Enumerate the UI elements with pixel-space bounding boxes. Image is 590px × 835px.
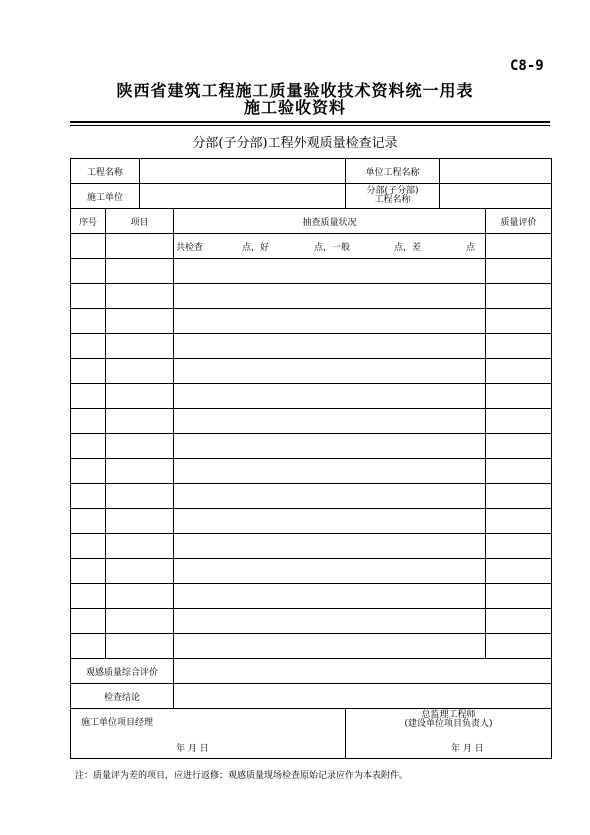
summary-total-label: 共检查 <box>176 242 204 253</box>
table-cell[interactable] <box>106 434 174 459</box>
col-header-item: 项目 <box>106 209 174 234</box>
construction-unit-value[interactable] <box>140 184 346 209</box>
footnote: 注：质量评为差的项目，应进行返修；观感质量现场检查原始记录应作为本表附件。 <box>75 771 409 781</box>
table-row <box>71 534 552 559</box>
table-cell[interactable] <box>106 309 174 334</box>
supervisor-signature-cell[interactable] <box>346 709 552 759</box>
table-cell[interactable] <box>71 409 106 434</box>
table-cell[interactable] <box>486 559 552 584</box>
project-manager-label: 施工单位项目经理 <box>81 718 154 728</box>
table-row <box>71 384 552 409</box>
table-cell[interactable] <box>71 384 106 409</box>
contractor-signature-cell[interactable] <box>71 709 346 759</box>
table-cell[interactable] <box>486 309 552 334</box>
table-row <box>71 634 552 659</box>
table-cell[interactable] <box>174 609 486 634</box>
table-row <box>71 584 552 609</box>
table-cell[interactable] <box>71 259 106 284</box>
table-row <box>71 359 552 384</box>
table-cell[interactable] <box>106 609 174 634</box>
inspection-form-table <box>70 158 552 759</box>
table-cell[interactable] <box>174 534 486 559</box>
unit-project-name-label: 单位工程名称 <box>346 159 440 184</box>
table-cell[interactable] <box>106 284 174 309</box>
col-header-rating: 质量评价 <box>486 209 552 234</box>
supervisor-label <box>346 711 551 729</box>
table-cell[interactable] <box>486 234 552 259</box>
table-cell[interactable] <box>174 409 486 434</box>
col-header-seq: 序号 <box>71 209 106 234</box>
table-cell[interactable] <box>486 384 552 409</box>
supervisor-label-line2: (建设单位项目负责人) <box>404 719 493 729</box>
table-cell[interactable] <box>174 284 486 309</box>
supervisor-label-line1: 总监理工程师 <box>421 710 476 720</box>
table-cell[interactable] <box>71 334 106 359</box>
table-row <box>71 509 552 534</box>
construction-unit-label: 施工单位 <box>71 184 140 209</box>
table-cell[interactable] <box>174 384 486 409</box>
overall-quality-value[interactable] <box>174 659 552 684</box>
table-cell[interactable] <box>486 609 552 634</box>
form-subtitle: 分部(子分部)工程外观质量检查记录 <box>192 136 398 151</box>
table-cell[interactable] <box>174 309 486 334</box>
table-cell[interactable] <box>106 334 174 359</box>
table-cell[interactable] <box>486 634 552 659</box>
document-code: C8-9 <box>510 58 544 74</box>
table-cell[interactable] <box>106 234 174 259</box>
date-right: 年 月 日 <box>451 744 484 754</box>
table-cell[interactable] <box>174 509 486 534</box>
summary-average-label: 点，一般 <box>314 242 351 253</box>
table-row <box>71 484 552 509</box>
table-row <box>71 609 552 634</box>
table-cell[interactable] <box>486 284 552 309</box>
table-cell[interactable] <box>486 484 552 509</box>
table-row <box>71 409 552 434</box>
table-cell[interactable] <box>106 534 174 559</box>
subdivision-name-value[interactable] <box>440 184 552 209</box>
table-cell[interactable] <box>174 334 486 359</box>
table-cell[interactable] <box>174 259 486 284</box>
table-cell[interactable] <box>106 509 174 534</box>
document-title-sub: 施工验收资料 <box>243 98 346 117</box>
table-row <box>71 459 552 484</box>
table-cell[interactable] <box>486 359 552 384</box>
table-cell[interactable] <box>71 434 106 459</box>
table-cell[interactable] <box>486 584 552 609</box>
summary-good-label: 点，好 <box>242 242 270 253</box>
table-cell[interactable] <box>71 634 106 659</box>
table-cell[interactable] <box>106 259 174 284</box>
summary-poor-label: 点，差 <box>394 242 422 253</box>
table-cell[interactable] <box>106 559 174 584</box>
table-cell[interactable] <box>486 509 552 534</box>
table-cell[interactable] <box>71 584 106 609</box>
table-cell[interactable] <box>71 484 106 509</box>
summary-row <box>71 234 552 259</box>
table-cell[interactable] <box>71 234 106 259</box>
table-cell[interactable] <box>106 459 174 484</box>
table-cell[interactable] <box>71 359 106 384</box>
subdivision-label-line1: 分部(子分部) <box>366 186 419 196</box>
table-row <box>71 259 552 284</box>
table-cell[interactable] <box>106 359 174 384</box>
table-cell[interactable] <box>71 284 106 309</box>
table-cell[interactable] <box>486 534 552 559</box>
title-divider-thick <box>70 121 550 123</box>
table-cell[interactable] <box>106 634 174 659</box>
col-header-status: 抽查质量状况 <box>174 209 486 234</box>
table-cell[interactable] <box>486 334 552 359</box>
table-cell[interactable] <box>71 309 106 334</box>
document-title: 陕西省建筑工程施工质量验收技术资料统一用表 <box>116 81 474 100</box>
table-cell[interactable] <box>106 484 174 509</box>
table-row <box>71 434 552 459</box>
table-cell[interactable] <box>174 459 486 484</box>
inspection-summary[interactable] <box>174 234 486 259</box>
table-row <box>71 334 552 359</box>
table-cell[interactable] <box>71 609 106 634</box>
conclusion-label: 检查结论 <box>71 684 174 709</box>
table-cell[interactable] <box>174 434 486 459</box>
date-left: 年 月 日 <box>176 744 209 754</box>
unit-project-name-value[interactable] <box>440 159 552 184</box>
table-row <box>71 284 552 309</box>
title-divider-thin <box>70 125 550 126</box>
table-cell[interactable] <box>486 259 552 284</box>
table-cell[interactable] <box>174 634 486 659</box>
table-cell[interactable] <box>174 359 486 384</box>
table-cell[interactable] <box>486 434 552 459</box>
table-cell[interactable] <box>486 459 552 484</box>
table-cell[interactable] <box>71 534 106 559</box>
table-cell[interactable] <box>174 584 486 609</box>
subdivision-label-line2: 工程名称 <box>374 195 411 205</box>
table-row <box>71 559 552 584</box>
table-cell[interactable] <box>106 384 174 409</box>
table-cell[interactable] <box>486 409 552 434</box>
table-cell[interactable] <box>71 509 106 534</box>
table-cell[interactable] <box>174 559 486 584</box>
table-cell[interactable] <box>174 484 486 509</box>
project-name-label: 工程名称 <box>71 159 140 184</box>
table-cell[interactable] <box>71 559 106 584</box>
summary-end-label: 点 <box>466 242 476 253</box>
subdivision-name-label <box>346 184 440 209</box>
overall-quality-label: 观感质量综合评价 <box>71 659 174 684</box>
table-row <box>71 309 552 334</box>
table-cell[interactable] <box>71 459 106 484</box>
table-cell[interactable] <box>106 409 174 434</box>
table-cell[interactable] <box>106 584 174 609</box>
conclusion-value[interactable] <box>174 684 552 709</box>
project-name-value[interactable] <box>140 159 346 184</box>
